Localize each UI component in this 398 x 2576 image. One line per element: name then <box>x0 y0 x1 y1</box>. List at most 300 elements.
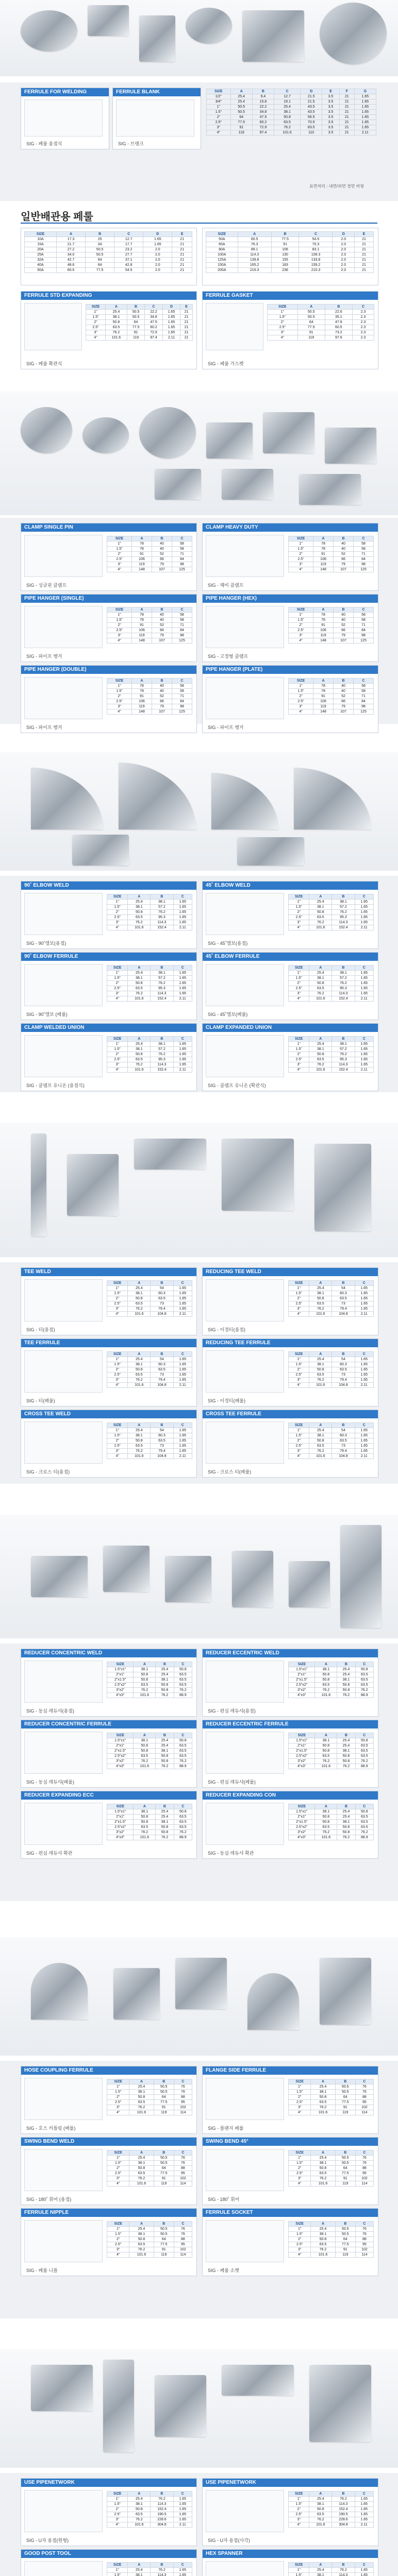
technical-drawing <box>24 2490 103 2532</box>
table-row <box>107 1383 192 1388</box>
technical-drawing <box>24 1035 103 1077</box>
table-cell: 79.4 <box>332 1449 355 1454</box>
table-cell: 21 <box>355 252 374 258</box>
table-row <box>107 1296 192 1301</box>
table-cell: 63.5 <box>129 2242 154 2247</box>
table-cell: 4"x3" <box>289 1693 315 1698</box>
table-row <box>268 330 374 335</box>
table-cell: 119 <box>132 704 152 709</box>
tool-image <box>103 2360 134 2452</box>
table-row <box>107 1693 192 1698</box>
spec-table <box>107 1662 192 1698</box>
table-cell: 73 <box>332 1444 355 1449</box>
technical-drawing <box>24 1421 103 1464</box>
table-cell: 38.1 <box>315 1809 337 1815</box>
spec-table <box>107 678 192 715</box>
table-cell: 50.8 <box>174 1667 192 1672</box>
table-cell: 25.4 <box>337 1743 355 1749</box>
reducer-image <box>165 1556 211 1602</box>
table-cell: 1.5"x1" <box>289 1809 315 1815</box>
table-cell: 76.2 <box>151 2497 173 2502</box>
table-cell: 95.3 <box>332 1057 355 1062</box>
table-cell: 50.8 <box>129 2237 154 2242</box>
table-cell: 40A <box>25 263 57 268</box>
table-cell: 77.5 <box>154 2171 174 2176</box>
table-cell: 3" <box>107 1378 128 1383</box>
table-cell: 57.2 <box>151 1047 173 1052</box>
table-cell: 21 <box>180 310 193 315</box>
table-row <box>107 1433 192 1438</box>
table-cell: 21 <box>172 252 192 258</box>
table-row <box>86 335 193 341</box>
table-row <box>289 618 374 623</box>
table-cell: 95.3 <box>332 986 355 991</box>
table-cell: 119 <box>335 2110 355 2115</box>
table-cell: 50.8 <box>156 1830 174 1835</box>
table-cell: SIZE <box>86 304 106 310</box>
column-header: SIZE <box>207 89 231 94</box>
table-row <box>107 1052 192 1057</box>
table-cell: 76.2 <box>309 920 332 925</box>
table-cell: 3" <box>86 330 106 335</box>
table-row <box>206 237 374 242</box>
table-cell: 114 <box>355 2181 373 2187</box>
table-row <box>107 2161 192 2166</box>
table-row <box>107 694 192 699</box>
table-cell: 65A <box>206 242 238 247</box>
table-cell: 40 <box>334 547 354 552</box>
box-caption: SIG - 파이프 행거 <box>26 654 62 659</box>
table-cell: 114.3 <box>238 252 271 258</box>
table-cell: 4" <box>107 1383 128 1388</box>
table-cell: 38.1 <box>129 2161 154 2166</box>
table-cell: 37.1 <box>114 258 143 263</box>
table-cell: 25.4 <box>309 1428 332 1433</box>
table-cell: 76.2 <box>337 1764 355 1769</box>
box-caption: SIG - 페룰 용접식 <box>26 141 62 146</box>
table-cell: 40 <box>152 618 172 623</box>
table-cell: 38.1 <box>106 315 127 320</box>
table-cell: 91 <box>313 694 334 699</box>
table-cell: 42.8 <box>114 263 143 268</box>
spec-box <box>202 228 378 285</box>
table-cell: 102 <box>174 2247 192 2252</box>
table-cell: 3.5 <box>322 94 339 99</box>
table-cell: 183 <box>271 263 299 268</box>
spec-box <box>202 1649 378 1717</box>
table-row <box>107 2252 192 2258</box>
table-cell: 38.1 <box>332 900 355 905</box>
table-cell: SIZE <box>289 1352 309 1357</box>
table-cell: 2.0 <box>143 252 172 258</box>
table-cell: 40 <box>334 618 354 623</box>
section-general-ferrule <box>0 206 398 376</box>
table-row <box>207 125 376 130</box>
spec-table <box>107 1804 192 1840</box>
table-cell: 1" <box>107 2084 129 2090</box>
box-title: REDUCER CONCENTRIC FERRULE <box>21 1720 196 1728</box>
table-row <box>107 613 192 618</box>
table-row <box>207 94 376 99</box>
table-cell: 71 <box>354 694 374 699</box>
table-cell: 21 <box>339 130 354 135</box>
table-cell: 76.2 <box>315 1759 337 1764</box>
table-cell: 1.65 <box>173 976 192 981</box>
table-cell: 119 <box>335 2252 355 2258</box>
ferrule-photo-area <box>0 0 398 76</box>
spec-table <box>107 2491 192 2528</box>
table-row <box>289 2497 374 2502</box>
table-row <box>107 1454 192 1459</box>
box-title: GOOD POST TOOL <box>21 2550 196 2558</box>
table-cell: 107 <box>334 638 354 643</box>
table-cell: 58 <box>172 541 192 547</box>
table-cell: C <box>355 1037 373 1042</box>
box-caption: SIG - 크로스 티(용접) <box>26 1469 70 1475</box>
table-cell: 2.5"x2" <box>107 1683 134 1688</box>
table-cell: 91 <box>154 2176 174 2181</box>
table-cell: 2"x1" <box>289 1815 315 1820</box>
table-cell: 2.3 <box>352 325 374 330</box>
table-cell: 3" <box>289 920 309 925</box>
spec-table <box>107 965 192 1002</box>
table-cell: 88 <box>174 2237 192 2242</box>
table-cell: 2" <box>207 115 231 120</box>
surface-note: 표면처리 : 내면/외면 경면 버핑 <box>309 184 364 189</box>
table-cell: 101.6 <box>311 2252 335 2258</box>
table-cell: 102 <box>174 2105 192 2110</box>
table-cell: 63.5 <box>174 1825 192 1830</box>
table-cell: 1.5" <box>289 2502 309 2507</box>
table-row <box>107 2512 192 2517</box>
column-header: C <box>114 232 143 237</box>
table-cell: B <box>325 304 352 310</box>
table-cell: 148 <box>313 567 334 572</box>
table-cell: 3" <box>289 1449 309 1454</box>
table-row <box>289 1367 374 1372</box>
coupling-photo-area <box>0 1937 398 2056</box>
spec-table <box>107 2221 192 2258</box>
table-cell: SIZE <box>107 536 132 541</box>
table-cell: 76.2 <box>129 2247 154 2252</box>
table-cell: 25.4 <box>156 1738 174 1743</box>
table-cell: 101.6 <box>274 130 301 135</box>
table-cell: 64 <box>127 320 144 325</box>
table-cell: 38.1 <box>128 2502 151 2507</box>
table-cell: 50A <box>206 237 238 242</box>
table-cell: 4"x3" <box>107 1835 134 1840</box>
table-cell: 2.5" <box>289 557 313 562</box>
table-cell: 114.3 <box>151 1062 173 1067</box>
table-row <box>289 699 374 704</box>
table-cell: 38.1 <box>134 1738 156 1743</box>
table-cell: 95 <box>174 2100 192 2105</box>
spec-table <box>288 2562 374 2576</box>
table-cell: 119 <box>154 2181 174 2187</box>
box-title: HEX SPANNER <box>203 2550 378 2558</box>
table-cell: A <box>129 2150 154 2156</box>
table-cell: 91 <box>335 2247 355 2252</box>
table-cell: A <box>129 2079 154 2084</box>
table-cell: 52 <box>334 694 354 699</box>
table-cell: C <box>355 2222 373 2227</box>
table-cell: 64 <box>86 263 114 268</box>
table-row <box>289 1830 374 1835</box>
table-cell: 152.4 <box>332 996 355 1002</box>
table-cell: 101.6 <box>129 2181 154 2187</box>
table-cell: 91 <box>154 2105 174 2110</box>
reducer-image <box>340 1525 382 1628</box>
table-cell: 1.65 <box>173 1357 192 1362</box>
table-cell: 76 <box>174 2232 192 2237</box>
table-cell: 76.2 <box>315 1688 337 1693</box>
table-cell: 2.11 <box>355 1383 373 1388</box>
table-cell: 1.65 <box>173 1378 192 1383</box>
table-cell: 63.5 <box>309 1372 332 1378</box>
column-header: A <box>230 89 252 94</box>
spec-table <box>288 965 374 1002</box>
table-cell: C <box>355 1662 373 1667</box>
table-row <box>289 1754 374 1759</box>
table-cell: 1.65 <box>355 1428 373 1433</box>
ferrule-image <box>88 5 129 36</box>
table-cell: 77.5 <box>335 2100 355 2105</box>
box-title: SWING BEND 45° <box>203 2138 378 2146</box>
box-title: REDUCING TEE WELD <box>203 1268 378 1276</box>
table-row <box>107 1042 192 1047</box>
spec-box <box>202 291 378 369</box>
table-row <box>107 633 192 638</box>
table-cell: 2" <box>289 1438 309 1444</box>
table-cell: 1" <box>107 1286 128 1291</box>
table-cell: B <box>335 2079 355 2084</box>
table-row <box>289 965 374 971</box>
table-cell: SIZE <box>289 1662 315 1667</box>
table-cell: C <box>173 1423 192 1428</box>
table-cell: 76.2 <box>309 991 332 996</box>
table-cell: 1.5" <box>107 1047 128 1052</box>
table-cell: 1.65 <box>355 1433 373 1438</box>
table-cell: 130 <box>271 252 299 258</box>
table-cell: 1.65 <box>173 991 192 996</box>
table-cell: 50.8 <box>355 1809 373 1815</box>
table-cell: 1.5" <box>107 1433 128 1438</box>
table-cell: 1.65 <box>173 986 192 991</box>
box-title: REDUCING TEE FERRULE <box>203 1339 378 1347</box>
table-cell: 91 <box>132 623 152 628</box>
spec-box <box>21 2549 197 2576</box>
table-cell: 76.2 <box>134 1759 156 1764</box>
table-cell: 98 <box>172 562 192 567</box>
table-cell: 76.2 <box>128 920 151 925</box>
table-row <box>289 536 374 541</box>
table-cell: 2.5" <box>86 325 106 330</box>
table-cell: 2.0 <box>143 258 172 263</box>
table-cell: 50.5 <box>335 2084 355 2090</box>
spec-box <box>21 523 197 591</box>
table-row <box>107 684 192 689</box>
technical-drawing <box>24 2149 103 2191</box>
table-row <box>289 2492 374 2497</box>
table-cell: 2.5"x2" <box>107 1825 134 1830</box>
table-cell: 25 <box>86 237 114 242</box>
table-cell: 50.8 <box>129 2095 154 2100</box>
table-row <box>107 2517 192 2522</box>
table-row <box>107 1683 192 1688</box>
table-cell: 79.4 <box>332 1378 355 1383</box>
table-cell: 63.5 <box>355 1820 373 1825</box>
table-cell: 2.0 <box>333 258 355 263</box>
box-title: PIPE HANGER (HEX) <box>203 595 378 603</box>
table-cell: 95.3 <box>151 986 173 991</box>
table-cell: 1.65 <box>355 1296 373 1301</box>
table-cell: 108.3 <box>299 252 333 258</box>
table-cell: 3" <box>107 2517 128 2522</box>
table-cell: 119 <box>127 335 144 341</box>
table-row <box>289 1438 374 1444</box>
table-cell: 1.65 <box>173 1362 192 1367</box>
table-cell: SIZE <box>107 1804 134 1809</box>
table-cell: 50.8 <box>309 1296 332 1301</box>
table-cell: 77.5 <box>335 2171 355 2176</box>
table-row <box>107 894 192 900</box>
technical-drawing <box>206 964 284 1006</box>
table-cell: 2.0 <box>333 263 355 268</box>
table-cell: 1.65 <box>162 325 180 330</box>
table-cell: A <box>128 1352 151 1357</box>
table-cell: 1.65 <box>173 2568 192 2573</box>
table-cell: 1" <box>207 105 231 110</box>
table-cell: 152.4 <box>332 925 355 930</box>
table-cell: 98 <box>172 704 192 709</box>
table-cell: 3"x2" <box>289 1688 315 1693</box>
table-cell: 2" <box>107 981 128 986</box>
table-cell: 1.5" <box>289 2090 311 2095</box>
table-cell: 2.5" <box>107 2100 129 2105</box>
table-cell: 1.65 <box>162 320 180 325</box>
table-row <box>107 1809 192 1815</box>
box-caption: SIG - 티(페룰) <box>26 1398 55 1403</box>
table-cell: 228.6 <box>151 2517 173 2522</box>
table-cell: A <box>313 679 334 684</box>
table-cell: 190.5 <box>332 2512 355 2517</box>
table-cell: 114.3 <box>151 991 173 996</box>
elbow-image <box>72 835 129 866</box>
table-cell: 1.65 <box>355 900 373 905</box>
table-row <box>107 1438 192 1444</box>
table-row <box>107 900 192 905</box>
table-cell: 216.3 <box>238 268 271 273</box>
table-cell: 91 <box>313 623 334 628</box>
table-cell: 50.8 <box>106 320 127 325</box>
column-header: G <box>354 89 376 94</box>
table-cell: 1.65 <box>162 330 180 335</box>
technical-drawing <box>206 2220 284 2262</box>
table-row <box>289 1352 374 1357</box>
table-cell: 88 <box>355 2166 373 2171</box>
table-cell: 2" <box>289 2095 311 2100</box>
spec-table <box>24 231 192 273</box>
table-cell: 1.5" <box>107 1291 128 1296</box>
table-cell: SIZE <box>107 1733 134 1738</box>
table-cell: 21 <box>355 258 374 263</box>
table-cell: 2" <box>86 320 106 325</box>
table-cell: 25.4 <box>337 1738 355 1743</box>
table-cell: 21 <box>180 330 193 335</box>
table-cell: 63.5 <box>355 1815 373 1820</box>
table-row <box>289 1449 374 1454</box>
table-cell: 76.2 <box>337 1693 355 1698</box>
table-cell: SIZE <box>289 2079 311 2084</box>
table-cell: 1.65 <box>173 2512 192 2517</box>
table-row <box>289 709 374 715</box>
table-cell: 1" <box>86 310 106 315</box>
table-cell: 104.8 <box>332 1454 355 1459</box>
table-cell: 38.1 <box>128 905 151 910</box>
table-cell: 2.5"x2" <box>289 1683 315 1688</box>
table-cell: 236 <box>271 268 299 273</box>
section-reducers <box>0 1643 398 1901</box>
table-cell: 101.6 <box>309 1067 332 1073</box>
table-cell: 21 <box>339 110 354 115</box>
table-cell: C <box>355 2563 373 2568</box>
table-cell: 21 <box>180 335 193 341</box>
table-row <box>289 925 374 930</box>
title-underline <box>21 223 377 224</box>
table-cell: B <box>335 2150 355 2156</box>
table-cell: 21 <box>180 315 193 320</box>
table-cell: 101.6 <box>315 1835 337 1840</box>
table-cell: 2" <box>107 623 132 628</box>
table-cell: 91 <box>132 694 152 699</box>
table-cell: 1" <box>107 684 132 689</box>
section-couplings <box>0 2061 398 2318</box>
spec-table <box>107 1280 192 1317</box>
table-row <box>289 684 374 689</box>
table-cell: 19.1 <box>274 99 301 105</box>
table-cell: 76.2 <box>174 1688 192 1693</box>
table-cell: 21.7 <box>56 242 85 247</box>
table-cell: 27.2 <box>56 247 85 252</box>
technical-drawing <box>206 2078 284 2120</box>
table-row <box>268 320 374 325</box>
table-cell: SIZE <box>289 2563 309 2568</box>
box-caption: SIG - 동심 레듀샤(용접) <box>26 1708 74 1714</box>
table-cell: B <box>335 2222 355 2227</box>
table-cell: 1.5" <box>107 905 128 910</box>
table-row <box>268 315 374 320</box>
table-cell: A <box>315 1662 337 1667</box>
table-cell: 35.1 <box>325 315 352 320</box>
table-cell: 25.4 <box>309 1357 332 1362</box>
table-cell: 72.9 <box>252 125 274 130</box>
table-cell: 63.5 <box>128 1444 151 1449</box>
table-cell: 4"x3" <box>289 1835 315 1840</box>
table-cell: 1" <box>107 1042 128 1047</box>
table-row <box>289 2573 374 2576</box>
table-cell: 4" <box>107 709 132 715</box>
table-cell: 66 <box>152 557 172 562</box>
table-cell: 2.5" <box>289 1301 309 1307</box>
box-title: REDUCER EXPANDING CON <box>203 1791 378 1800</box>
table-cell: 50.8 <box>128 981 151 986</box>
table-cell: C <box>174 2222 192 2227</box>
table-cell: 1.65 <box>173 1296 192 1301</box>
table-cell: 63.5 <box>311 2100 335 2105</box>
spec-box <box>202 1410 378 1478</box>
table-cell: 1.5"x1" <box>289 1667 315 1672</box>
table-cell: 25.4 <box>230 94 252 99</box>
